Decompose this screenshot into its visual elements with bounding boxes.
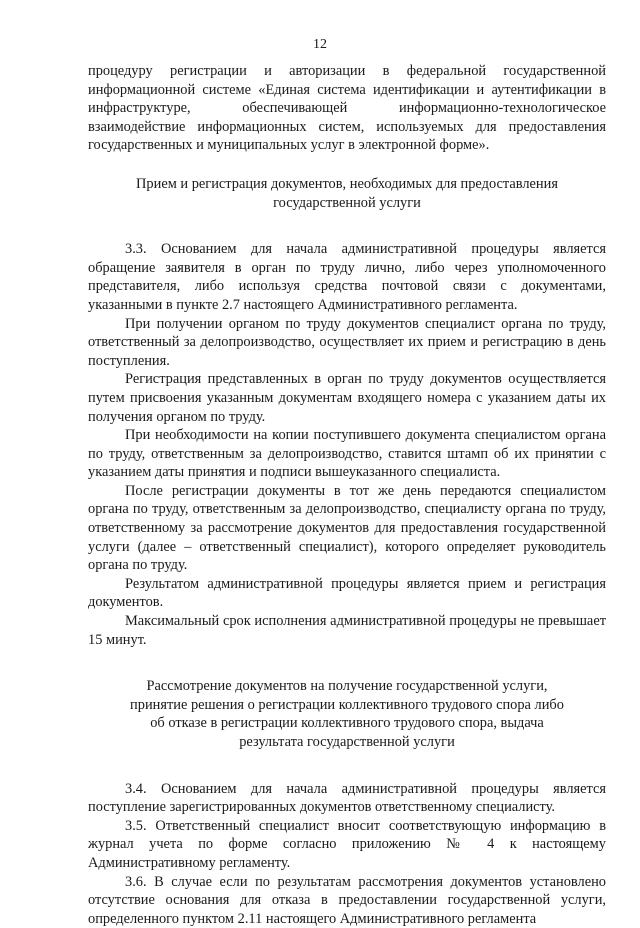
paragraph-max-time: Максимальный срок исполнения административной процедуры не превышает 15 минут. xyxy=(88,613,606,648)
paragraph-registration: Регистрация представленных в орган по труду документов осуществляется путем присвоения указанным документам входящего номера с указанием даты их получения органом по труду. xyxy=(88,371,606,425)
paragraph-3-4: 3.4. Основанием для начала административной процедуры является поступление зарегистрированных документов ответственному специалисту. xyxy=(88,780,606,816)
section-heading-reception: Прием и регистрация документов, необходимых для предоставления государственной услуги xyxy=(136,175,558,211)
paragraph-3-5: 3.5. Ответственный специалист вносит соответствующую информацию в журнал учета по форме согласно приложению № 4 к настоящему Административному регламенту. xyxy=(88,817,606,871)
page-number: 12 xyxy=(313,37,327,52)
paragraph-transfer: После регистрации документы в тот же день передаются специалистом органа по труду, ответственным за делопроизводство, специалисту органа по труду, ответственному за рассмотрение документов для предоставления государственной услуги (далее – ответственный специалист), которого определяет руководитель органа по труду. xyxy=(88,482,606,574)
paragraph-stamp: При необходимости на копии поступившего документа специалистом органа по труду, ответственным за делопроизводство, ставится штамп об их принятии с указанием даты принятия и подписи вышеуказанного специалиста. xyxy=(88,427,606,481)
document-body xyxy=(88,62,606,928)
section-heading-review: Рассмотрение документов на получение государственной услуги, принятие решения о регистрации коллективного трудового спора либо об отказе в регистрации коллективного трудового спора, выдача результата государственной услуги xyxy=(130,678,564,750)
paragraph-3-3: 3.3. Основанием для начала административной процедуры является обращение заявителя в орган по труду лично, либо через уполномоченного представителя, либо используя средства почтовой связи с документами, указанными в пункте 2.7 настоящего Административного регламента. xyxy=(88,241,606,313)
paragraph-continuation: процедуру регистрации и авторизации в федеральной государственной информационной системе «Единая система идентификации и аутентификации в инфраструктуре, обеспечивающей информационно-технологическое взаимодействие информационных систем, используемых для предоставления государственных и муниципальных услуг в электронной форме». xyxy=(88,63,606,154)
paragraph-result: Результатом административной процедуры является прием и регистрация документов. xyxy=(88,575,606,611)
paragraph-receipt: При получении органом по труду документов специалист органа по труду, ответственный за делопроизводство, осуществляет их прием и регистрацию в день поступления. xyxy=(88,315,606,369)
paragraph-3-6: 3.6. В случае если по результатам рассмотрения документов установлено отсутствие основания для отказа в предоставлении государственной услуги, определенного пунктом 2.11 настоящего Административного регламента xyxy=(88,873,606,927)
